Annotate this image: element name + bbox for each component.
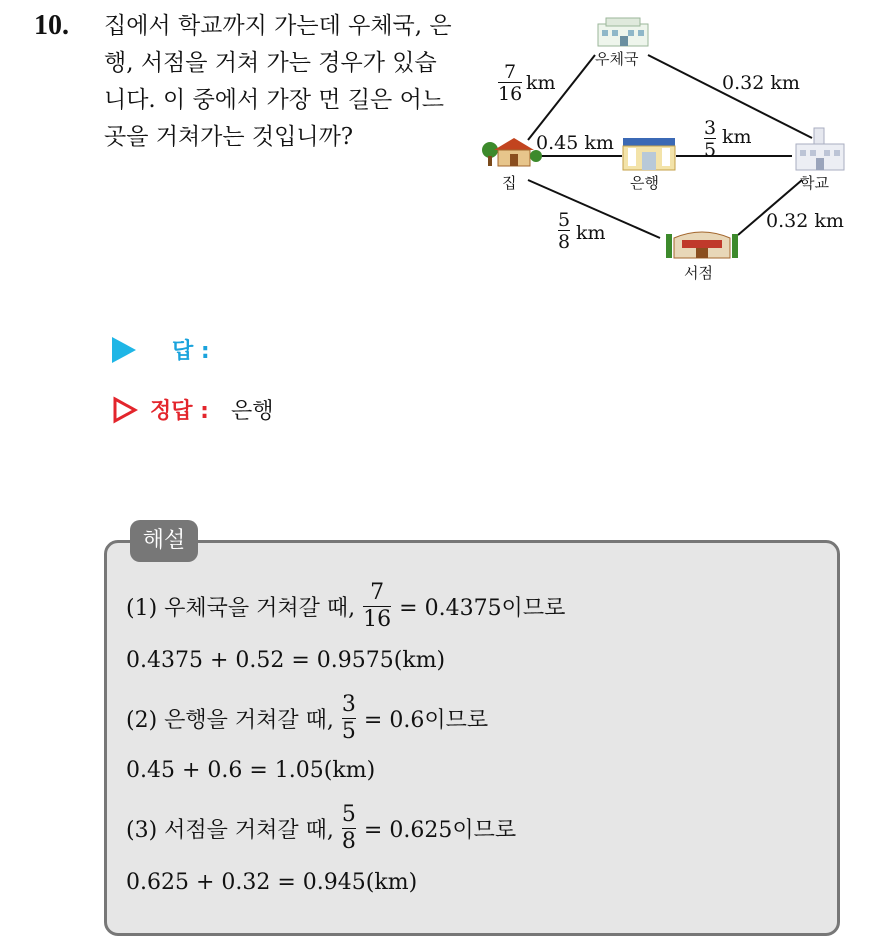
distance-home-book: $\frac{5}{8}$ <box>558 209 571 253</box>
label-school: 학교 <box>800 174 829 192</box>
bank-icon <box>623 138 675 170</box>
distance-home-post-unit: km <box>526 72 556 94</box>
label-bank: 은행 <box>630 174 659 192</box>
label-bookstore: 서점 <box>684 264 713 282</box>
question-text: 집에서 학교까지 가는데 우체국, 은행, 서점을 거쳐 가는 경우가 있습니다. 이 중에서 가장 먼 길은 어느 곳을 거쳐가는 것입니까? <box>104 13 452 150</box>
distance-home-post: $\frac{7}{16}$ <box>498 61 523 105</box>
distance-home-book-unit: km <box>576 222 606 244</box>
distance-home-bank: 0.45 km <box>536 132 614 154</box>
bookstore-icon <box>666 232 738 258</box>
label-home: 집 <box>502 174 517 192</box>
correct-answer-label: 정답 : <box>150 399 209 424</box>
explanation-line-6: 0.625 + 0.32 = 0.945(km) <box>126 870 418 895</box>
explanation-line-3: (2) 은행을 거쳐갈 때, $\frac{3}{5}$ = 0.6이므로 <box>126 692 489 744</box>
label-post-office: 우체국 <box>595 50 639 68</box>
home-icon <box>482 138 542 166</box>
explanation-line-5: (3) 서점을 거쳐갈 때, $\frac{5}{8}$ = 0.625이므로 <box>126 802 517 854</box>
answer-row <box>112 334 210 365</box>
correct-answer-row <box>112 394 273 425</box>
question-number: 10. <box>34 10 69 41</box>
answer-label: 답 : <box>172 339 210 364</box>
route-diagram <box>470 0 870 300</box>
explanation-tag: 해설 <box>130 520 198 562</box>
route-lines <box>470 0 870 300</box>
distance-book-school: 0.32 km <box>766 210 844 232</box>
distance-post-school: 0.32 km <box>722 72 800 94</box>
play-outline-icon <box>112 396 138 424</box>
play-icon <box>112 337 136 363</box>
post-office-icon <box>598 18 648 46</box>
distance-bank-school: $\frac{3}{5}$ <box>704 117 717 161</box>
explanation-line-4: 0.45 + 0.6 = 1.05(km) <box>126 758 376 783</box>
distance-bank-school-unit: km <box>722 126 752 148</box>
explanation-line-2: 0.4375 + 0.52 = 0.9575(km) <box>126 648 446 673</box>
correct-answer-value: 은행 <box>230 399 274 424</box>
explanation-line-1: (1) 우체국을 거쳐갈 때, $\frac{7}{16}$ = 0.4375이므로 <box>126 580 566 632</box>
line-home-post <box>528 55 595 140</box>
